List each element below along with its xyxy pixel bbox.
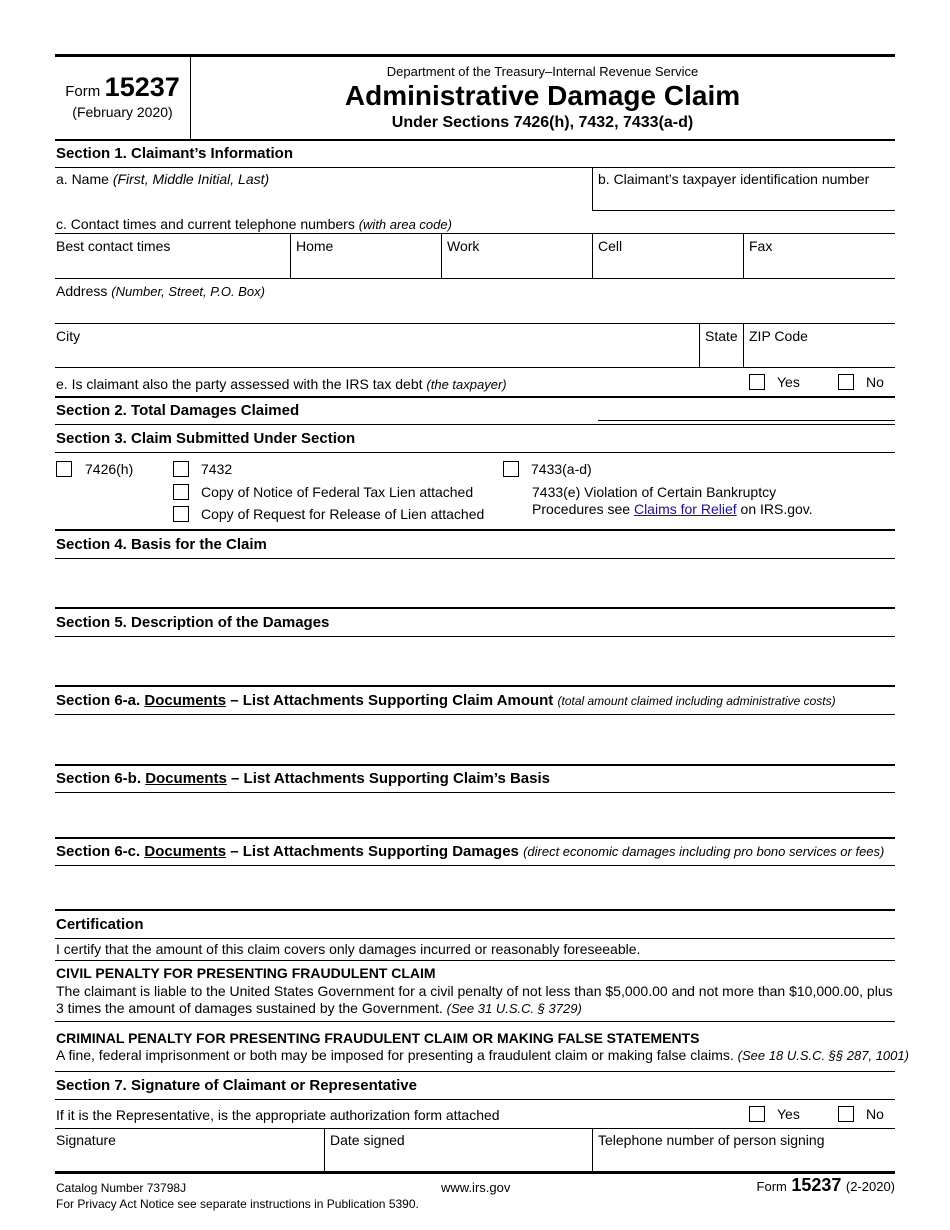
home-phone-input[interactable]: [296, 256, 436, 276]
work-label: Work: [447, 238, 480, 254]
taxpayer-no-checkbox[interactable]: [838, 374, 854, 390]
divider: [592, 233, 593, 278]
rule: [55, 452, 895, 453]
divider: [441, 233, 442, 278]
fax-label: Fax: [749, 238, 773, 254]
authorization-no-checkbox[interactable]: [838, 1106, 854, 1122]
catalog-number: Catalog Number 73798J: [56, 1181, 187, 1195]
date-signed-label: Date signed: [330, 1132, 405, 1148]
section-7426h-checkbox[interactable]: [56, 461, 72, 477]
claims-for-relief-link[interactable]: Claims for Relief: [633, 501, 737, 517]
section-7433-checkbox[interactable]: [503, 461, 519, 477]
section-7426h-label: 7426(h): [85, 461, 134, 477]
signer-phone-input[interactable]: [598, 1150, 890, 1170]
section-7432-label: 7432: [201, 461, 233, 477]
rule: [55, 1071, 895, 1072]
divider: [699, 323, 700, 367]
address-input[interactable]: [56, 301, 886, 321]
rule: [55, 167, 895, 168]
rule: [55, 1099, 895, 1100]
divider: [743, 233, 744, 278]
section6a-heading: Section 6-a. Documents – List Attachments Supporting Claim Amount (total amount claimed including administrative costs): [56, 692, 836, 709]
rule: [55, 837, 895, 839]
home-label: Home: [296, 238, 334, 254]
notice-lien-label: Copy of Notice of Federal Tax Lien attached: [201, 484, 474, 500]
section1-top-rule: [55, 139, 895, 141]
best-contact-label: Best contact times: [56, 238, 171, 254]
release-lien-checkbox[interactable]: [173, 506, 189, 522]
zip-label: ZIP Code: [749, 328, 808, 344]
state-label: State: [705, 328, 738, 344]
representative-question: If it is the Representative, is the appropriate authorization form attached: [56, 1107, 500, 1123]
section4-heading: Section 4. Basis for the Claim: [56, 536, 267, 553]
date-signed-input[interactable]: [330, 1150, 586, 1170]
bottom-rule: [55, 1171, 895, 1174]
city-label: City: [56, 328, 81, 344]
release-lien-label: Copy of Request for Release of Lien attached: [201, 506, 485, 522]
section6b-heading: Section 6-b. Documents – List Attachments Supporting Claim’s Basis: [56, 770, 550, 787]
name-label: a. Name (First, Middle Initial, Last): [56, 171, 270, 187]
address-label: Address (Number, Street, P.O. Box): [56, 283, 265, 299]
irs-website: www.irs.gov: [441, 1180, 511, 1195]
signature-input[interactable]: [56, 1150, 318, 1170]
work-phone-input[interactable]: [447, 256, 587, 276]
civil-penalty-line2: 3 times the amount of damages sustained by the Government. (See 31 U.S.C. § 3729): [56, 1000, 582, 1016]
section2-heading: Section 2. Total Damages Claimed: [56, 402, 300, 419]
certification-statement: I certify that the amount of this claim covers only damages incurred or reasonably foreseeable.: [56, 941, 641, 957]
rule: [55, 764, 895, 766]
divider: [592, 1128, 593, 1172]
damages-description-input[interactable]: [56, 640, 891, 682]
top-rule: [55, 54, 895, 57]
privacy-notice: For Privacy Act Notice see separate instructions in Publication 5390.: [56, 1197, 419, 1211]
form-id: [55, 72, 190, 103]
tin-label: b. Claimant’s taxpayer identification number: [598, 171, 870, 187]
cell-label: Cell: [598, 238, 623, 254]
cell-phone-input[interactable]: [598, 256, 738, 276]
zip-input[interactable]: [749, 346, 889, 366]
divider: [324, 1128, 325, 1172]
divider: [290, 233, 291, 278]
taxpayer-no-label: No: [866, 374, 884, 390]
civil-penalty-heading: CIVIL PENALTY FOR PRESENTING FRAUDULENT CLAIM: [56, 965, 436, 981]
form-word: Form: [65, 83, 101, 100]
rule: [55, 792, 895, 793]
rule: [55, 424, 895, 425]
page-title: Administrative Damage Claim: [344, 80, 741, 111]
criminal-penalty-heading: CRIMINAL PENALTY FOR PRESENTING FRAUDULENT CLAIM OR MAKING FALSE STATEMENTS: [56, 1030, 700, 1046]
page-subtitle: Under Sections 7426(h), 7432, 7433(a-d): [391, 114, 694, 131]
section7-heading: Section 7. Signature of Claimant or Representative: [56, 1077, 417, 1094]
basis-input[interactable]: [56, 562, 891, 604]
claim-basis-attachments-input[interactable]: [56, 796, 891, 834]
rule: [55, 636, 895, 637]
rule: [55, 367, 895, 368]
rule: [55, 233, 895, 234]
rule: [55, 323, 895, 324]
divider: [592, 167, 593, 211]
rule: [55, 685, 895, 687]
agency: Department of the Treasury–Internal Revenue Service: [386, 64, 699, 79]
section5-heading: Section 5. Description of the Damages: [56, 614, 330, 631]
section-7432-checkbox[interactable]: [173, 461, 189, 477]
claim-amount-attachments-input[interactable]: [56, 718, 891, 760]
taxpayer-question: e. Is claimant also the party assessed with the IRS tax debt (the taxpayer): [56, 376, 507, 392]
rule: [55, 714, 895, 715]
rule: [592, 210, 895, 211]
section6c-heading: Section 6-c. Documents – List Attachments Supporting Damages (direct economic damages including pro bono services or fees): [56, 843, 885, 860]
total-damages-input[interactable]: [598, 400, 893, 420]
rule: [55, 1021, 895, 1022]
authorization-yes-checkbox[interactable]: [749, 1106, 765, 1122]
damages-attachments-input[interactable]: [56, 869, 891, 907]
bankruptcy-note-line2: Procedures see Claims for Relief on IRS.gov.: [532, 501, 813, 517]
bankruptcy-note-line1: 7433(e) Violation of Certain Bankruptcy: [532, 484, 777, 500]
rule: [55, 396, 895, 398]
taxpayer-yes-checkbox[interactable]: [749, 374, 765, 390]
divider: [743, 323, 744, 367]
name-input[interactable]: [56, 188, 586, 210]
contact-label: c. Contact times and current telephone numbers (with area code): [56, 216, 452, 232]
authorization-yes-label: Yes: [777, 1106, 800, 1122]
signature-label: Signature: [56, 1132, 116, 1148]
best-contact-input[interactable]: [56, 256, 284, 276]
rule: [55, 278, 895, 279]
rule: [55, 1128, 895, 1129]
rule: [55, 909, 895, 911]
rule: [55, 529, 895, 531]
state-input[interactable]: [703, 346, 739, 366]
form-date: (February 2020): [72, 104, 173, 120]
signer-phone-label: Telephone number of person signing: [598, 1132, 825, 1148]
section-7433-label: 7433(a-d): [531, 461, 592, 477]
section1-heading: Section 1. Claimant’s Information: [56, 145, 293, 162]
rule: [55, 960, 895, 961]
rule: [55, 607, 895, 609]
footer-form-id: Form 15237 (2-2020): [756, 1175, 895, 1195]
section3-heading: Section 3. Claim Submitted Under Section: [56, 430, 356, 447]
rule: [55, 558, 895, 559]
fax-input[interactable]: [749, 256, 889, 276]
notice-lien-checkbox[interactable]: [173, 484, 189, 500]
city-input[interactable]: [56, 346, 694, 366]
rule: [55, 938, 895, 939]
certification-heading: Certification: [56, 916, 144, 933]
form-number: 15237: [104, 72, 180, 102]
tin-input[interactable]: [598, 188, 888, 210]
authorization-no-label: No: [866, 1106, 884, 1122]
criminal-penalty-text: A fine, federal imprisonment or both may be imposed for presenting a fraudulent claim or making false claims. (See 18 U.S.C. §§ 287, 1001): [56, 1047, 909, 1063]
taxpayer-yes-label: Yes: [777, 374, 800, 390]
total-damages-underline: [598, 420, 895, 421]
rule: [55, 865, 895, 866]
civil-penalty-line1: The claimant is liable to the United States Government for a civil penalty of not less than $5,000.00 and not more than $10,000.00, plus: [56, 983, 893, 999]
